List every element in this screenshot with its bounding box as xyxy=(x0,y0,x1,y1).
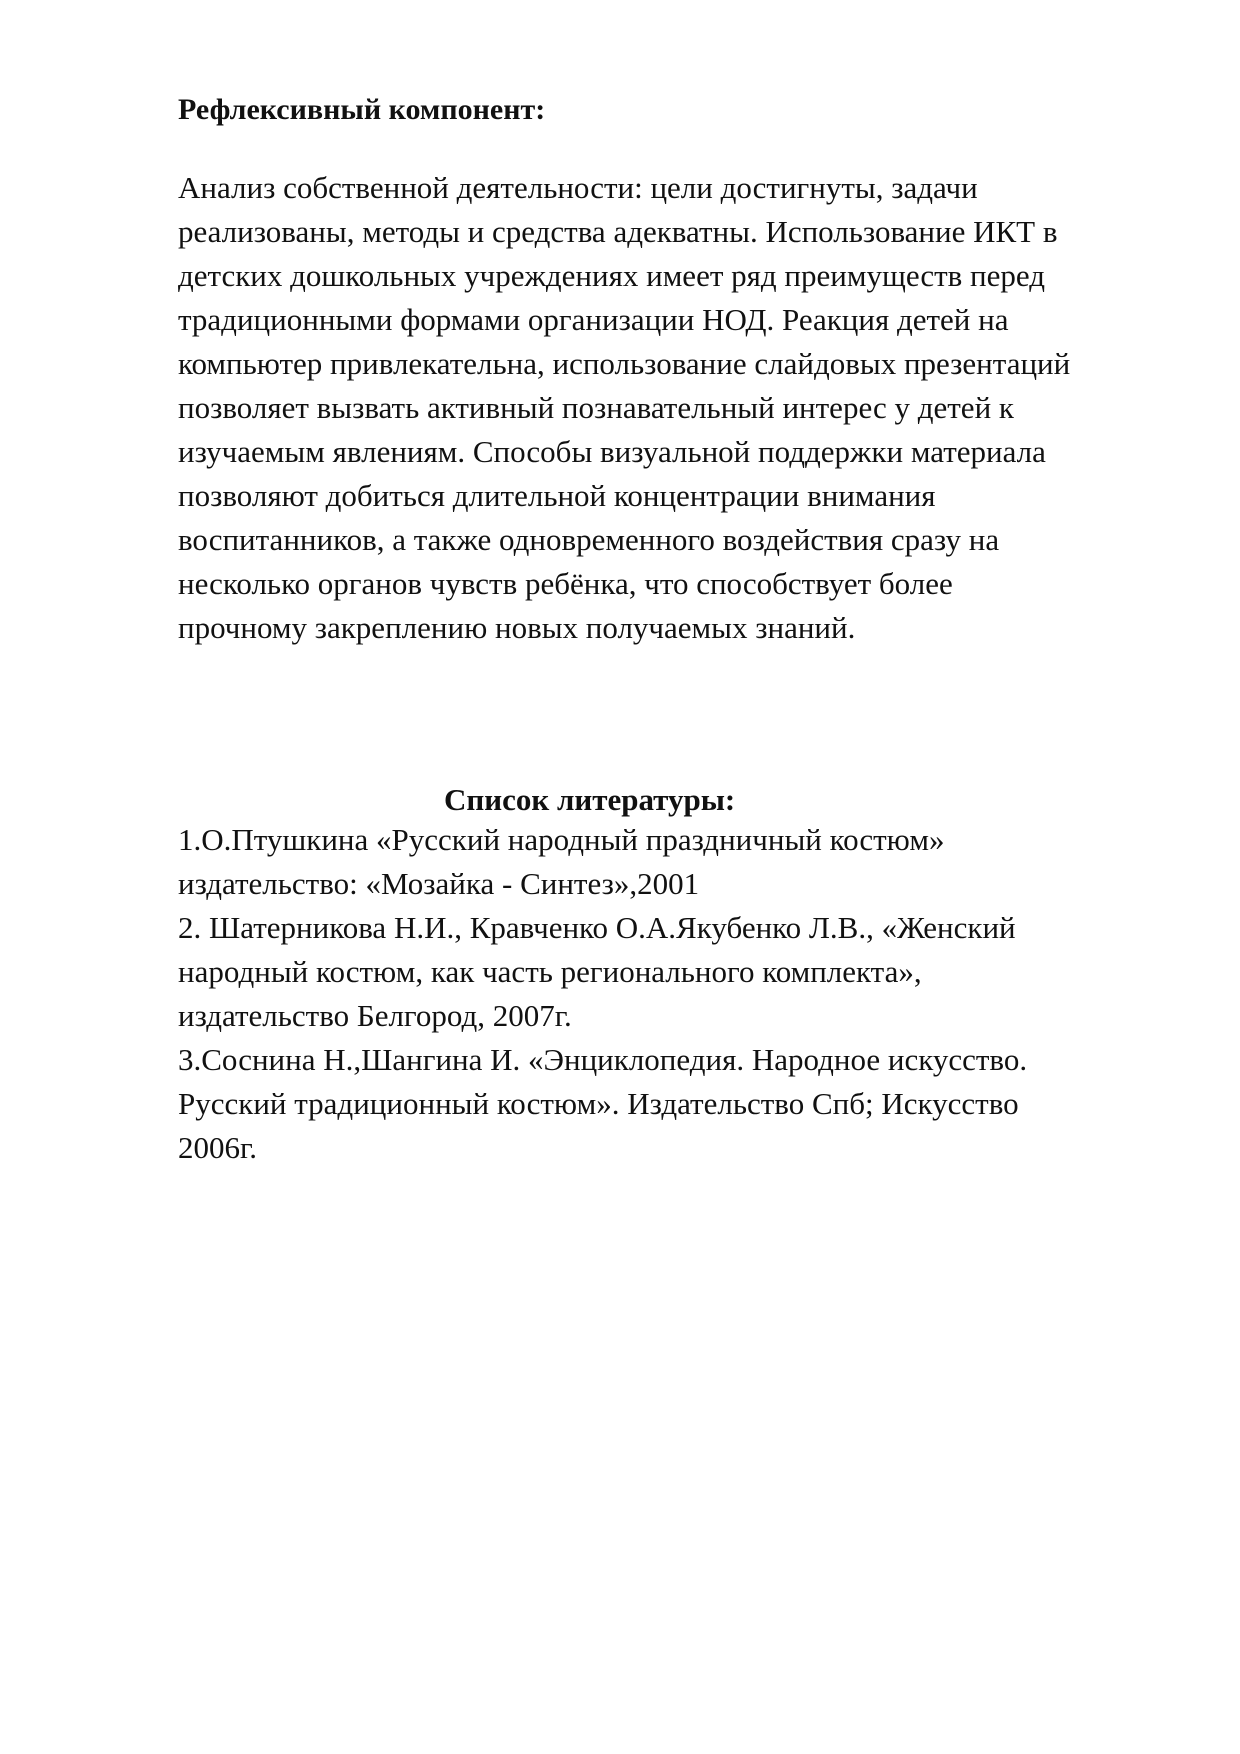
paragraph-line: детских дошкольных учреждениях имеет ряд преимуществ перед xyxy=(178,258,1046,293)
section-heading: Рефлексивный компонент: xyxy=(178,93,546,126)
bibliography-line: 1.О.Птушкина «Русский народный праздничный костюм» xyxy=(178,822,945,857)
bibliography-list xyxy=(178,818,1178,1170)
bibliography-line: издательство: «Мозайка - Синтез»,2001 xyxy=(178,866,700,901)
bibliography-entry xyxy=(178,1038,1178,1170)
bibliography-entry xyxy=(178,818,1178,906)
paragraph-line: прочному закреплению новых получаемых знаний. xyxy=(178,610,856,645)
bibliography-heading: Список литературы: xyxy=(444,782,736,817)
paragraph-line: позволяет вызвать активный познавательный интерес у детей к xyxy=(178,390,1014,425)
paragraph-line: традиционными формами организации НОД. Реакция детей на xyxy=(178,302,1009,337)
bibliography-line: 3.Соснина Н.,Шангина И. «Энциклопедия. Народное искусство. xyxy=(178,1042,1028,1077)
bibliography-line: 2. Шатерникова Н.И., Кравченко О.А.Якубенко Л.В., «Женский xyxy=(178,910,1016,945)
paragraph-line: реализованы, методы и средства адекватны. Использование ИКТ в xyxy=(178,214,1058,249)
paragraph-line: несколько органов чувств ребёнка, что способствует более xyxy=(178,566,953,601)
bibliography-line: 2006г. xyxy=(178,1130,257,1165)
paragraph-line: изучаемым явлениям. Способы визуальной поддержки материала xyxy=(178,434,1046,469)
bibliography-entry xyxy=(178,906,1178,1038)
paragraph-line: позволяют добиться длительной концентрации внимания xyxy=(178,478,936,513)
paragraph-line: воспитанников, а также одновременного воздействия сразу на xyxy=(178,522,1000,557)
paragraph-line: Анализ собственной деятельности: цели достигнуты, задачи xyxy=(178,170,978,205)
bibliography-line: народный костюм, как часть регионального комплекта», xyxy=(178,954,922,989)
paragraph-line: компьютер привлекательна, использование слайдовых презентаций xyxy=(178,346,1071,381)
bibliography-line: Русский традиционный костюм». Издательство Спб; Искусство xyxy=(178,1086,1019,1121)
analysis-paragraph xyxy=(178,166,1178,650)
bibliography-line: издательство Белгород, 2007г. xyxy=(178,998,572,1033)
